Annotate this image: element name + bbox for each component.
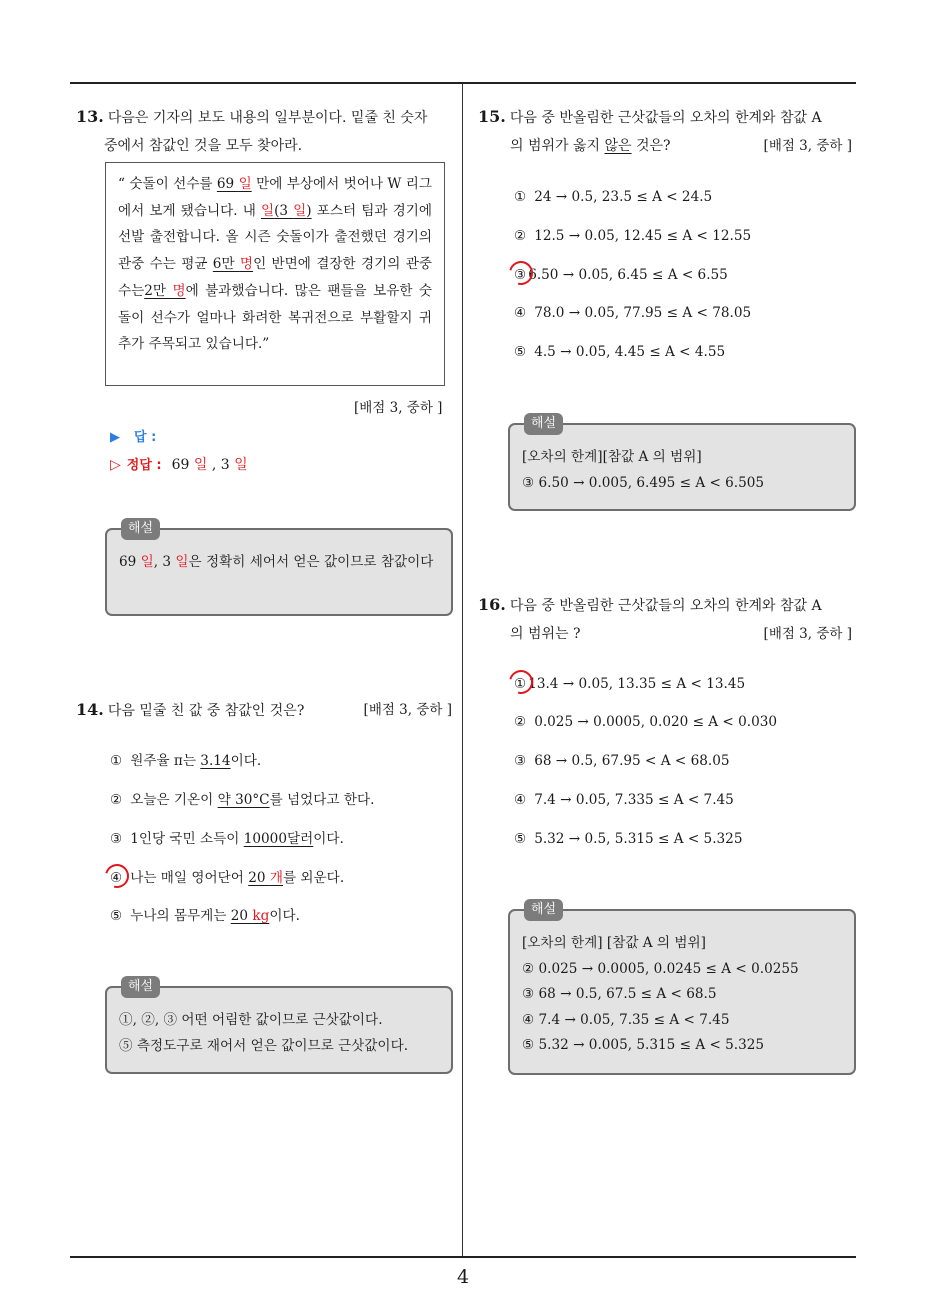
explanation-line: ④ 7.4 → 0.05, 7.35 ≤ A < 7.45 <box>522 1011 730 1028</box>
answer-label: 답 : <box>134 430 157 445</box>
explanation-text: 69 일, 3 일은 정확히 세어서 얻은 값이므로 참값이다 <box>119 554 434 570</box>
option-5[interactable]: ⑤ 4.5 → 0.05, 4.45 ≤ A < 4.55 <box>514 344 726 360</box>
underlined-number: 2만 명 <box>144 282 186 299</box>
points-label: [배점 3, 중하 ] <box>354 400 443 416</box>
option-1[interactable]: ① 원주율 π는 3.14이다. <box>110 753 262 769</box>
explanation-box-13 <box>105 521 453 616</box>
question-13-line1: 13. 다음은 기자의 보도 내용의 일부분이다. 밑줄 친 숫자 <box>76 107 428 126</box>
option-4[interactable]: ④ 78.0 → 0.05, 77.95 ≤ A < 78.05 <box>514 305 752 321</box>
play-arrow-icon: ▶ <box>110 430 120 445</box>
underlined-number: 일(3 일) <box>260 202 312 219</box>
explanation-line: ⑤ 5.32 → 0.005, 5.315 ≤ A < 5.325 <box>522 1037 765 1053</box>
explanation-tag: 해설 <box>121 976 160 998</box>
explanation-box-15 <box>508 416 856 511</box>
explanation-line: ③ 68 → 0.5, 67.5 ≤ A < 68.5 <box>522 986 717 1002</box>
explanation-line: ⑤ 측정도구로 재어서 얻은 값이므로 근삿값이다. <box>119 1037 409 1054</box>
question-15 <box>478 103 858 160</box>
question-number: 13. <box>76 107 104 126</box>
answer-circle-mark <box>101 860 134 893</box>
option-4[interactable]: ④ 나는 매일 영어단어 20 개를 외운다. <box>110 868 344 888</box>
answer-row <box>110 426 156 445</box>
option-2[interactable]: ② 오늘은 기온이 약 30°C를 넘었다고 한다. <box>110 792 375 808</box>
triangle-outline-icon: ▷ <box>110 457 121 473</box>
explanation-box-16 <box>508 902 856 1075</box>
option-4[interactable]: ④ 7.4 → 0.05, 7.335 ≤ A < 7.45 <box>514 792 734 808</box>
news-quote-box: “ 숫돌이 선수를 69 일 만에 부상에서 벗어나 W 리그에서 보게 됐습니다. 내 일(3 일) 포스터 팀과 경기에 선발 출전합니다. 올 시즌 숫돌이가 출전했던 경기의 관중 수는 평균 6만 명인 반면에 결장한 경기의 관중 수는2만 명에 불과했습니다. 많은 팬들을 보유한 숫돌이 선수가 얼마나 화려한 복귀전으로 부활할지 귀추가 주목되고 있습니다.” <box>105 162 445 386</box>
option-2[interactable]: ② 0.025 → 0.0005, 0.020 ≤ A < 0.030 <box>514 714 778 730</box>
explanation-line: ①, ②, ③ 어떤 어림한 값이므로 근삿값이다. <box>119 1012 383 1028</box>
explanation-line: [오차의 한계][참값 A 의 범위] <box>522 449 702 465</box>
question-15-line1: 15. 다음 중 반올림한 근삿값들의 오차의 한계와 참값 A <box>478 107 822 126</box>
correct-answer-row: ▷ 정답 : 69 일 , 3 일 <box>110 457 248 473</box>
explanation-line: [오차의 한계] [참값 A 의 범위] <box>522 935 706 951</box>
answer-circle-mark <box>505 257 538 290</box>
question-16 <box>478 591 858 648</box>
points-label: [배점 3, 중하 ] <box>763 626 852 642</box>
column-divider <box>462 84 463 1256</box>
option-1[interactable]: ① 24 → 0.5, 23.5 ≤ A < 24.5 <box>514 189 713 205</box>
question-number: 16. <box>478 595 506 614</box>
option-2[interactable]: ② 12.5 → 0.05, 12.45 ≤ A < 12.55 <box>514 228 752 244</box>
option-5[interactable]: ⑤ 누나의 몸무게는 20 kg이다. <box>110 908 300 924</box>
question-13-line2: 중에서 참값인 것을 모두 찾아라. <box>104 138 303 154</box>
correct-answer-label: 정답 : <box>126 458 162 473</box>
option-1[interactable]: ① 13.4 → 0.05, 13.35 ≤ A < 13.45 <box>514 674 745 694</box>
explanation-tag: 해설 <box>524 413 563 435</box>
answer-circle-mark <box>505 666 538 699</box>
explanation-tag: 해설 <box>121 518 160 540</box>
question-15-line2: 의 범위가 옳지 않은 것은? [배점 3, 중하 ] <box>478 132 858 160</box>
option-5[interactable]: ⑤ 5.32 → 0.5, 5.315 ≤ A < 5.325 <box>514 831 743 847</box>
page-number: 4 <box>456 1266 470 1288</box>
points-label: [배점 3, 중하 ] <box>763 138 852 154</box>
option-3[interactable]: ③ 68 → 0.5, 67.95 < A < 68.05 <box>514 753 730 769</box>
question-16-line1: 16. 다음 중 반올림한 근삿값들의 오차의 한계와 참값 A <box>478 595 822 614</box>
question-number: 15. <box>478 107 506 126</box>
bottom-rule <box>70 1256 856 1258</box>
explanation-box-14 <box>105 979 453 1074</box>
points-label: [배점 3, 중하 ] <box>363 702 452 718</box>
underlined-number: 69 일 <box>216 176 252 192</box>
question-13 <box>76 103 456 160</box>
question-number: 14. <box>76 700 104 719</box>
explanation-line: ③ 6.50 → 0.005, 6.495 ≤ A < 6.505 <box>522 474 765 491</box>
question-16-line2: 의 범위는 ? [배점 3, 중하 ] <box>478 620 858 648</box>
explanation-tag: 해설 <box>524 899 563 921</box>
underlined-number: 6만 명 <box>212 256 254 273</box>
option-3[interactable]: ③ 1인당 국민 소득이 10000달러이다. <box>110 831 344 847</box>
explanation-line: ② 0.025 → 0.0005, 0.0245 ≤ A < 0.0255 <box>522 960 799 977</box>
option-3[interactable]: ③ 6.50 → 0.05, 6.45 ≤ A < 6.55 <box>514 265 728 285</box>
question-14: 14. 다음 밑줄 친 값 중 참값인 것은? [배점 3, 중하 ] <box>76 696 452 725</box>
